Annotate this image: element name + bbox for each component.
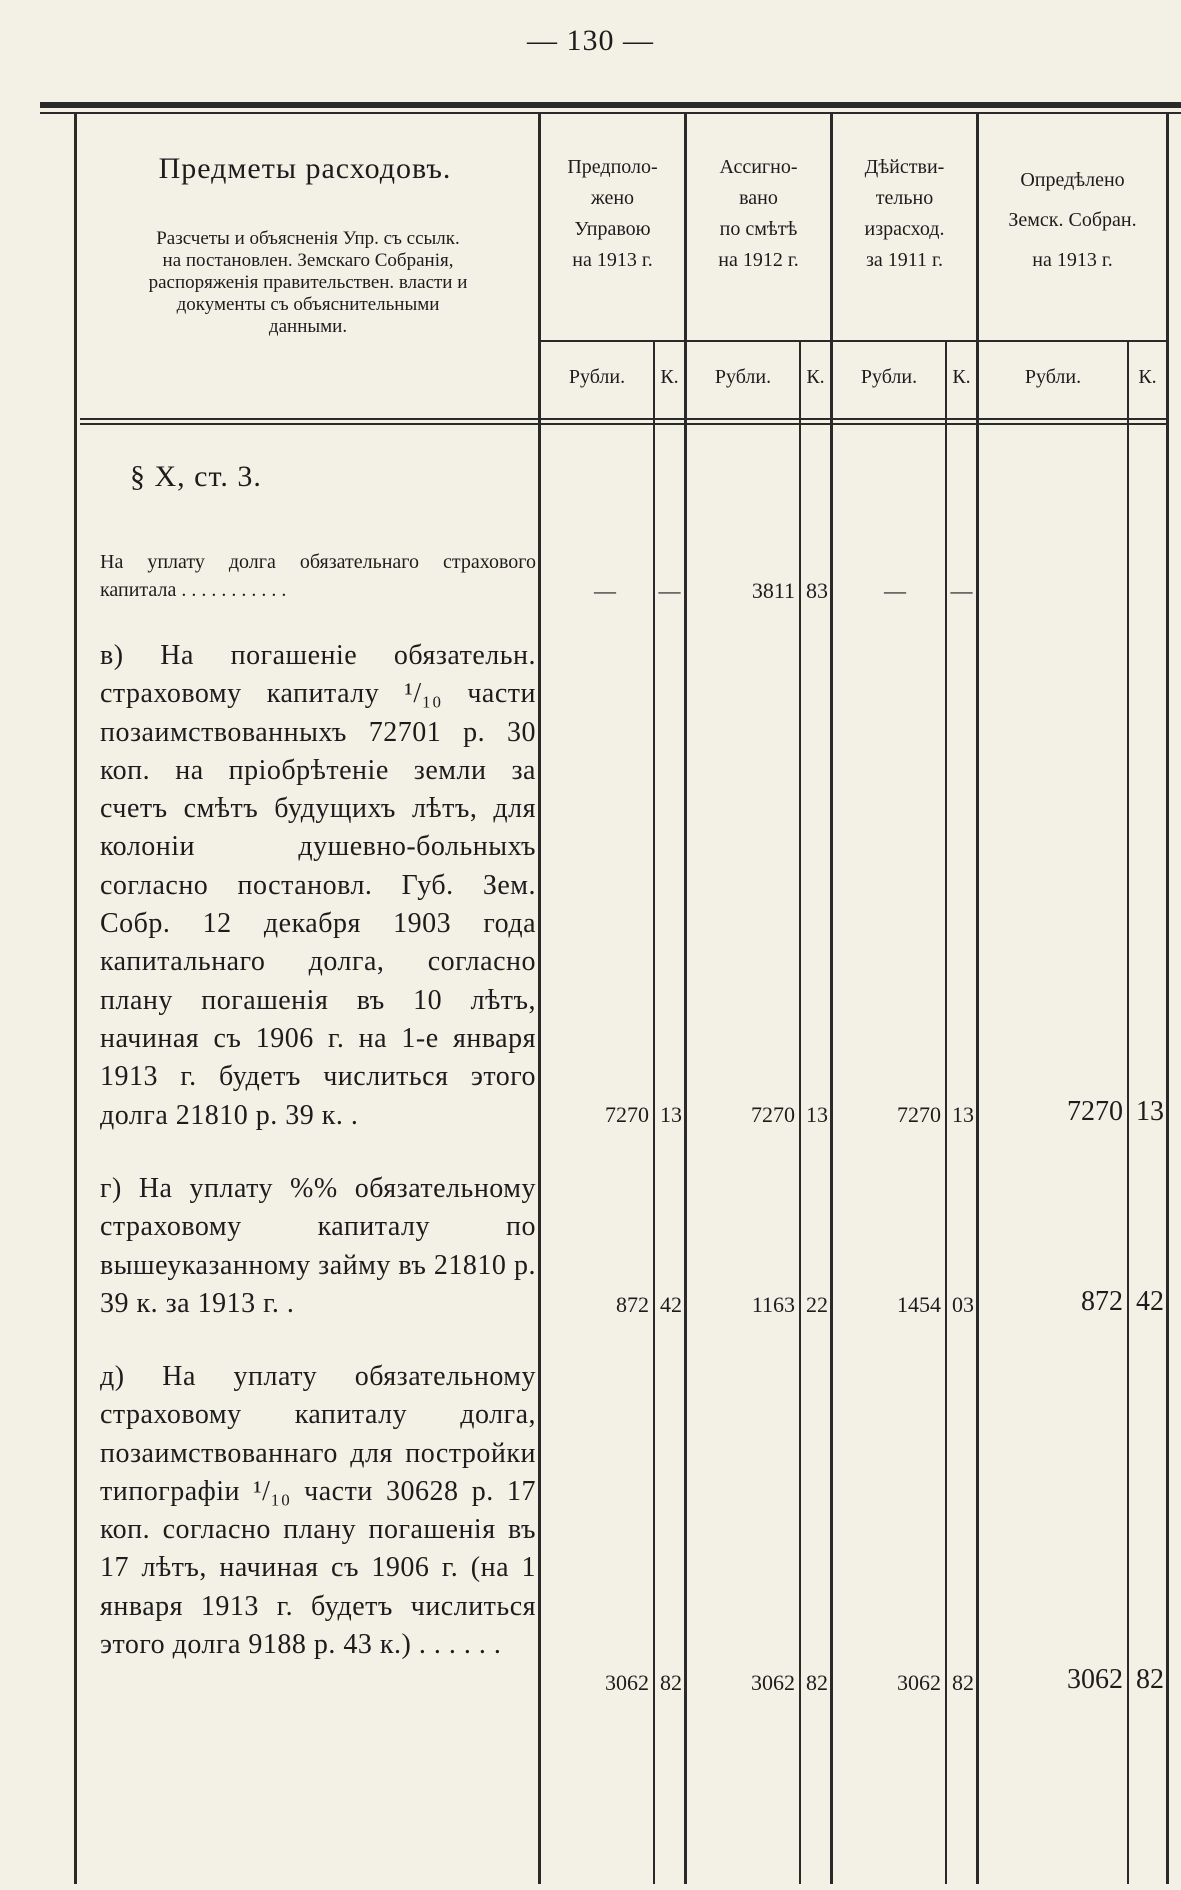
item-2-c4-rub: 872 — [1081, 1286, 1123, 1317]
page-number: — 130 — — [527, 24, 654, 57]
col2-unit-rub: Рубли. — [714, 366, 772, 388]
item-3-c3-rub: 3062 — [897, 1670, 941, 1695]
col3-unit-kop: К. — [952, 366, 971, 388]
item-0-c2-rub: 3811 — [751, 578, 795, 603]
table-left-border — [74, 114, 77, 1884]
item-0-text: На уплату долга обязательнаго страхового капитала . . . . . . . . . . . — [100, 551, 536, 601]
item-1-c1-kop: 13 — [660, 1102, 682, 1127]
item-2-c2-rub: 1163 — [751, 1292, 795, 1317]
item-1-c4-kop: 13 — [1136, 1096, 1164, 1127]
item-3-c2-kop: 82 — [806, 1670, 828, 1695]
item-1-c2-kop: 13 — [806, 1102, 828, 1127]
header-bottom-rule — [80, 418, 1166, 420]
header-title: Предметы расходовъ. — [158, 152, 452, 185]
header-bottom-rule-2 — [80, 423, 1166, 425]
item-1-c4-rub: 7270 — [1067, 1096, 1123, 1127]
item-2-c3-rub: 1454 — [897, 1292, 941, 1317]
item-3-c4-rub: 3062 — [1067, 1664, 1123, 1695]
top-rule — [40, 102, 1181, 108]
col4-unit-rub: Рубли. — [1024, 366, 1082, 388]
item-0-c2-kop: 83 — [806, 578, 828, 603]
item-2-c2-kop: 22 — [806, 1292, 828, 1317]
item-0-c1-rub: — — [594, 578, 616, 603]
item-1-c1-rub: 7270 — [605, 1102, 649, 1127]
item-1-text: в) На погашеніе обязательн. страховому капиталу ¹/₁₀ части позаимствованныхъ 72701 р. 30 коп. на пріобрѣтеніе земли за счетъ смѣтъ будущихъ лѣтъ, для колоніи душевно-больныхъ согласно постановл. Губ. Зем. Собр. 12 декабря 1903 года капитальнаго долга, согласно плану погашенія въ 10 лѣтъ, начиная съ 1906 г. на 1-е января 1913 г. будетъ числиться этого долга 21810 р. 39 к. . — [100, 640, 536, 1131]
col3-heading: Дѣйстви- тельно израсход. за 1911 г. — [864, 156, 945, 271]
item-3-c2-rub: 3062 — [751, 1670, 795, 1695]
top-rule-thin — [40, 112, 1181, 114]
item-1-c2-rub: 7270 — [751, 1102, 795, 1127]
col1-unit-rub: Рубли. — [568, 366, 626, 388]
col1-heading: Предполо- жено Управою на 1913 г. — [567, 156, 658, 271]
item-0-c1-kop: — — [658, 578, 681, 603]
col1-unit-kop: К. — [660, 366, 679, 388]
item-2-c1-rub: 872 — [616, 1292, 649, 1317]
item-1-c3-rub: 7270 — [897, 1102, 941, 1127]
item-2-c1-kop: 42 — [660, 1292, 682, 1317]
col4-unit-kop: К. — [1138, 366, 1157, 388]
col2-unit-kop: К. — [806, 366, 825, 388]
item-1-c3-kop: 13 — [952, 1102, 974, 1127]
item-3-c4-kop: 82 — [1136, 1664, 1164, 1695]
item-2-text: г) На уплату %% обязательному страховому капиталу по вышеуказанному займу въ 21810 р. 39 к. за 1913 г. . — [100, 1173, 536, 1319]
item-3-text: д) На уплату обязательному страховому капиталу долга, позаимствованнаго для постройки типографіи ¹/₁₀ части 30628 р. 17 коп. согласно плану погашенія въ 17 лѣтъ, начиная съ 1906 г. (на 1 января 1913 г. будетъ числиться этого долга 9188 р. 43 к.) . . . . . . — [100, 1361, 536, 1661]
item-0-c3-rub: — — [884, 578, 906, 603]
item-2-c3-kop: 03 — [952, 1292, 974, 1317]
item-3-c3-kop: 82 — [952, 1670, 974, 1695]
item-2-c4-kop: 42 — [1136, 1286, 1164, 1317]
col2-heading: Ассигно- вано по смѣтѣ на 1912 г. — [718, 156, 799, 271]
unit-row-top-rule — [541, 340, 1166, 342]
col3-unit-rub: Рубли. — [860, 366, 918, 388]
item-3-c1-kop: 82 — [660, 1670, 682, 1695]
header-subtitle: Разсчеты и объясненія Упр. съ ссылк. на постановлен. Земскаго Собранія, распоряженія правительствен. власти и документы съ объяснительными данными. — [148, 228, 468, 337]
col4-right — [1166, 114, 1169, 1884]
item-3-c1-rub: 3062 — [605, 1670, 649, 1695]
section-title: § X, ст. 3. — [130, 460, 262, 493]
col4-heading: Опредѣлено Земск. Собран. на 1913 г. — [1008, 169, 1137, 271]
item-0-c3-kop: — — [950, 578, 973, 603]
